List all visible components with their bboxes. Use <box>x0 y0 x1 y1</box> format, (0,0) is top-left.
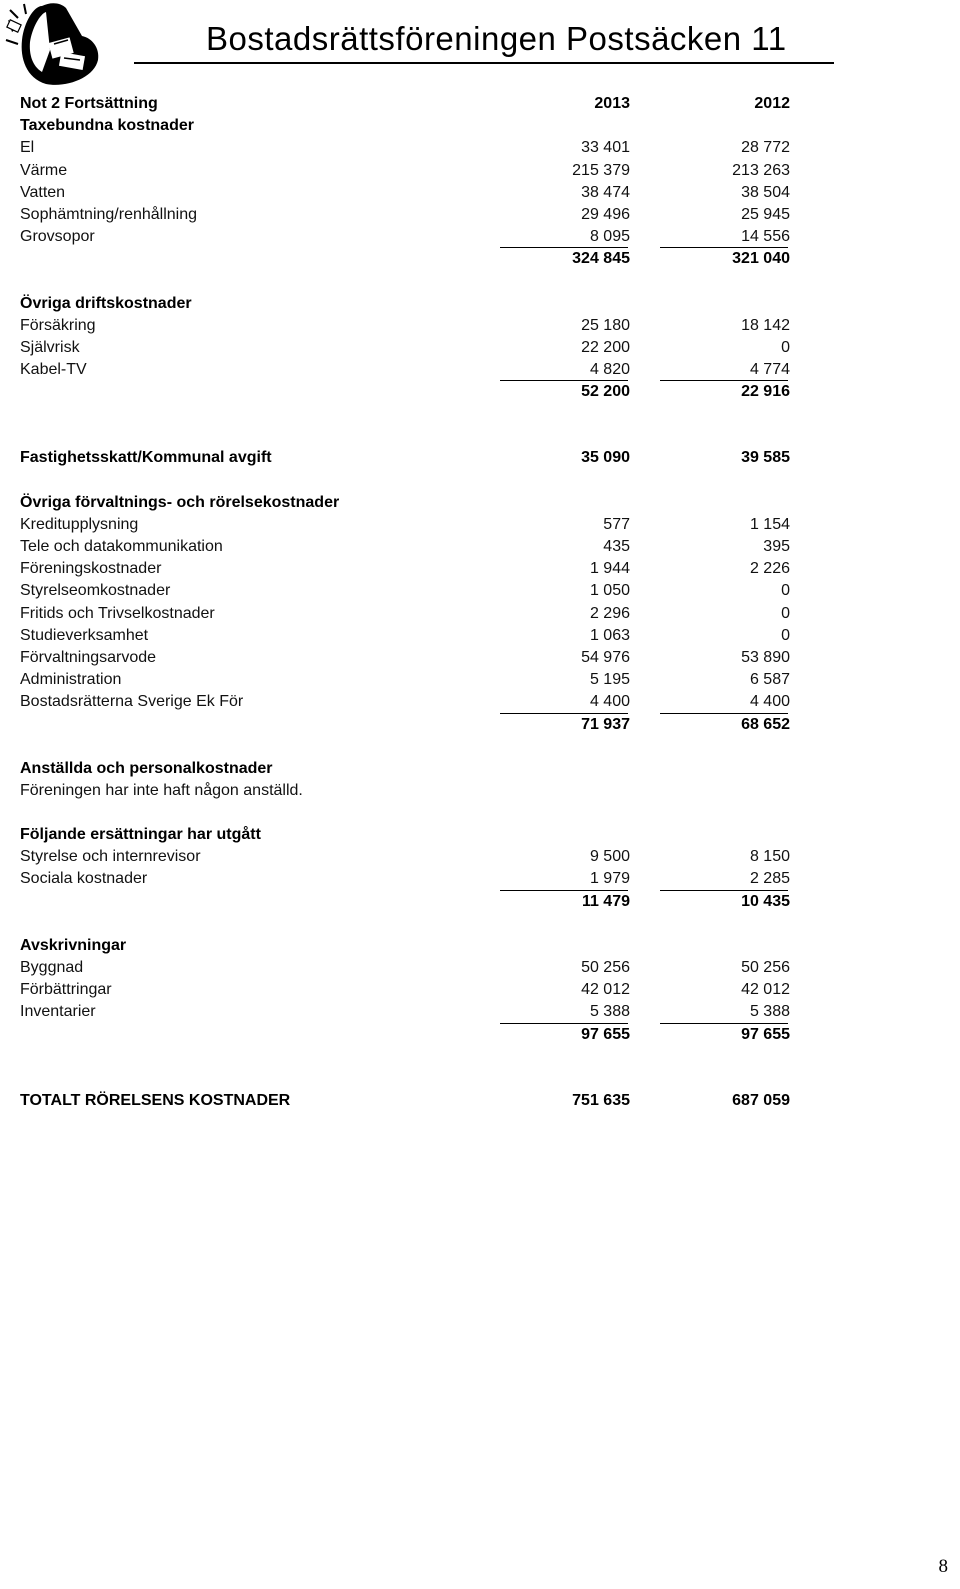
value-2013: 1 063 <box>589 626 630 644</box>
value-2013: 1 979 <box>589 870 630 888</box>
value-2013: 4 400 <box>589 693 630 711</box>
section-heading-label: Övriga förvaltnings- och rörelsekostnader <box>20 493 340 511</box>
table-row <box>20 846 800 868</box>
row-label: Bostadsrätterna Sverige Ek För <box>20 693 244 711</box>
row-label: Styrelseomkostnader <box>20 582 171 600</box>
row-label: Förvaltningsarvode <box>20 648 157 666</box>
total-row <box>20 1090 800 1112</box>
value-2013: 42 012 <box>581 981 630 999</box>
row-label: Fritids och Trivselkostnader <box>20 604 215 622</box>
row-label: Förbättringar <box>20 981 112 999</box>
mailbag-logo-icon <box>2 0 106 88</box>
value-2012: 8 150 <box>749 848 790 866</box>
value-2012: 0 <box>781 338 790 356</box>
value-2013: 8 095 <box>589 228 630 246</box>
section-heading-label: Avskrivningar <box>20 936 127 954</box>
row-label: Försäkring <box>20 316 96 334</box>
value-2013: 33 401 <box>581 139 630 157</box>
table-row <box>20 315 800 337</box>
document-title: Bostadsrättsföreningen Postsäcken 11 <box>206 20 787 57</box>
value-2012: 1 154 <box>749 515 790 533</box>
page-number: 8 <box>938 1556 948 1577</box>
row-label: Styrelse och internrevisor <box>20 848 201 866</box>
value-2013: 50 256 <box>581 959 630 976</box>
value-2012: 4 774 <box>749 361 790 379</box>
value-2013: 54 976 <box>581 648 630 666</box>
subtotal-2012: 321 040 <box>732 250 790 268</box>
section-heading-label: Taxebundna kostnader <box>20 117 194 135</box>
table-row <box>20 160 800 182</box>
section-heading-ovriga-drift <box>20 293 800 315</box>
value-2012: 38 504 <box>741 183 790 201</box>
value-2013: 22 200 <box>581 338 630 356</box>
value-2013: 4 820 <box>589 361 630 379</box>
value-2013: 38 474 <box>581 183 630 201</box>
value-2012: 0 <box>781 604 790 622</box>
total-label: TOTALT RÖRELSENS KOSTNADER <box>20 1091 291 1109</box>
table-row <box>20 226 800 248</box>
value-2012: 2 285 <box>749 870 790 888</box>
table-row <box>20 536 800 558</box>
value-2013: 5 388 <box>589 1003 630 1021</box>
title-rule <box>134 62 834 64</box>
value-2013: 29 496 <box>581 205 630 223</box>
table-row <box>20 647 800 669</box>
value-2013: 215 379 <box>572 161 630 179</box>
value-2013: 1 944 <box>589 560 630 578</box>
subtotal-row <box>20 1024 800 1046</box>
subtotal-2013: 71 937 <box>581 715 630 733</box>
section-heading-anstallda <box>20 758 800 780</box>
table-row <box>20 182 800 204</box>
table-row <box>20 979 800 1001</box>
value-2013: 1 050 <box>589 582 630 600</box>
value-2012: 213 263 <box>732 161 790 179</box>
value-2013: 9 500 <box>589 848 630 866</box>
note-title: Not 2 Fortsättning <box>20 95 158 112</box>
row-label: Föreningskostnader <box>20 560 162 578</box>
value-2012: 2 226 <box>749 560 790 578</box>
total-2012: 687 059 <box>732 1091 790 1109</box>
row-label: Sophämtning/renhållning <box>20 205 198 223</box>
table-row <box>20 669 800 691</box>
table-row <box>20 868 800 890</box>
value-2012: 25 945 <box>741 205 790 223</box>
row-label: Värme <box>20 161 68 179</box>
table-row <box>20 580 800 602</box>
row-label: Studieverksamhet <box>20 626 149 644</box>
value-2013: 35 090 <box>581 449 630 467</box>
table-row <box>20 625 800 647</box>
subtotal-2013: 11 479 <box>581 892 630 910</box>
row-label: Byggnad <box>20 959 84 976</box>
table-row <box>20 514 800 536</box>
subtotal-row <box>20 891 800 913</box>
table-row <box>20 1001 800 1023</box>
value-2012: 53 890 <box>741 648 790 666</box>
row-label: El <box>20 139 35 157</box>
section-heading-taxebundna <box>20 115 800 137</box>
value-2012: 28 772 <box>741 139 790 157</box>
subtotal-2013: 52 200 <box>581 383 630 401</box>
table-row <box>20 603 800 625</box>
anstallda-text: Föreningen har inte haft någon anställd. <box>20 781 303 799</box>
table-row <box>20 337 800 359</box>
row-label: Fastighetsskatt/Kommunal avgift <box>20 449 272 467</box>
table-row <box>20 204 800 226</box>
value-2012: 0 <box>781 626 790 644</box>
row-label: Självrisk <box>20 338 80 356</box>
subtotal-2012: 97 655 <box>741 1025 790 1043</box>
row-label: Kreditupplysning <box>20 515 139 533</box>
total-2013: 751 635 <box>572 1091 630 1109</box>
section-heading-ovriga-forvaltning <box>20 492 800 514</box>
row-label: Sociala kostnader <box>20 870 148 888</box>
table-row <box>20 137 800 159</box>
table-row <box>20 957 800 979</box>
table-row <box>20 558 800 580</box>
row-label: Inventarier <box>20 1003 96 1021</box>
anstallda-text-row <box>20 780 800 802</box>
year-2013-header: 2013 <box>594 95 630 112</box>
value-2012: 4 400 <box>749 693 790 711</box>
note-header-row <box>20 93 800 115</box>
subtotal-row <box>20 381 800 403</box>
table-row <box>20 359 800 381</box>
value-2012: 395 <box>763 538 790 555</box>
fastighetsskatt-row <box>20 447 800 469</box>
value-2012: 14 556 <box>741 228 790 246</box>
value-2012: 42 012 <box>741 981 790 999</box>
section-heading-label: Övriga driftskostnader <box>20 294 192 312</box>
year-2012-header: 2012 <box>754 95 790 112</box>
section-heading-label: Anställda och personalkostnader <box>20 759 273 777</box>
value-2012: 5 388 <box>749 1003 790 1021</box>
subtotal-2012: 22 916 <box>741 383 790 401</box>
value-2013: 25 180 <box>581 316 630 334</box>
value-2012: 0 <box>781 582 790 600</box>
section-heading-avskrivningar <box>20 935 800 957</box>
subtotal-2012: 10 435 <box>741 892 790 910</box>
value-2013: 5 195 <box>589 671 630 689</box>
note-content <box>20 93 800 1112</box>
row-label: Kabel-TV <box>20 361 87 379</box>
subtotal-row <box>20 714 800 736</box>
value-2012: 50 256 <box>741 959 790 976</box>
row-label: Administration <box>20 671 122 689</box>
section-heading-label: Följande ersättningar har utgått <box>20 826 261 844</box>
value-2013: 577 <box>603 515 630 533</box>
row-label: Vatten <box>20 183 66 201</box>
table-row <box>20 691 800 713</box>
value-2012: 39 585 <box>741 449 790 467</box>
row-label: Grovsopor <box>20 228 95 246</box>
subtotal-2013: 97 655 <box>581 1025 630 1043</box>
value-2013: 2 296 <box>589 604 630 622</box>
subtotal-2013: 324 845 <box>572 250 630 268</box>
value-2013: 435 <box>603 538 630 555</box>
subtotal-row <box>20 248 800 270</box>
section-heading-ersattningar <box>20 824 800 846</box>
subtotal-2012: 68 652 <box>741 715 790 733</box>
value-2012: 6 587 <box>749 671 790 689</box>
row-label: Tele och datakommunikation <box>20 538 223 555</box>
value-2012: 18 142 <box>741 316 790 334</box>
